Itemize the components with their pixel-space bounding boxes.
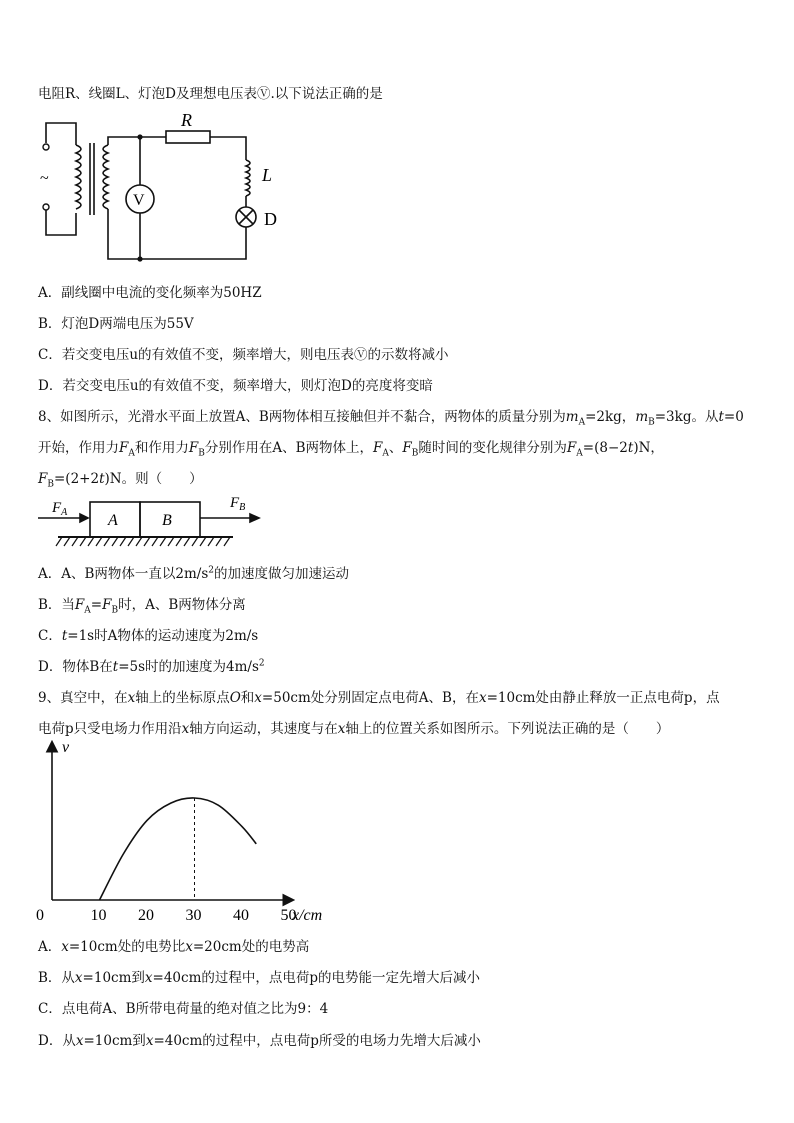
q8-stem-line3: $F_B=(2+2t)N$。则（ ）	[38, 471, 203, 490]
x-tick-label: 50	[280, 907, 297, 924]
x-tick-label: 30	[185, 907, 202, 924]
q9-stem-line2: 电荷p只受电场力作用沿x轴方向运动，其速度与在x轴上的位置关系如图所示。下列说法正确的是（ ）	[38, 721, 670, 737]
q8-option-d: D．物体B在t=5s时的加速度为$4m/s^2$	[38, 658, 265, 675]
resistor-label: R	[181, 110, 192, 130]
q9-velocity-position-chart	[30, 738, 340, 928]
block-b-label: B	[162, 512, 172, 529]
x-tick-label: 20	[138, 907, 154, 924]
q9-stem-line1: 9、真空中，在x轴上的坐标原点O和x=50cm处分别固定点电荷A、B，在x=10cm处由静止释放一正点电荷p，点	[38, 690, 720, 706]
lamp-label: D	[264, 209, 277, 229]
q9-option-b: B．从x=10cm到x=40cm的过程中，点电荷p的电势能一定先增大后减小	[38, 970, 481, 986]
x-tick-label: 40	[233, 907, 249, 924]
origin-label: 0	[36, 907, 44, 924]
q9-option-d: D．从x=10cm到x=40cm的过程中，点电荷p所受的电场力先增大后减小	[38, 1033, 481, 1049]
q7-option-a: A．副线圈中电流的变化频率为50HZ	[38, 285, 262, 301]
velocity-curve	[100, 798, 257, 900]
q8-option-a: A．A、B两物体一直以$2m/s^2$的加速度做匀加速运动	[38, 565, 350, 582]
ac-symbol: ~	[40, 170, 49, 187]
q7-option-b: B．灯泡D两端电压为55V	[38, 316, 194, 332]
x-tick-label: 10	[90, 907, 107, 924]
q8-option-c: C．t=1s时A物体的运动速度为2m/s	[38, 628, 259, 644]
q8-blocks-diagram	[38, 493, 273, 553]
voltmeter-label: V	[133, 192, 145, 209]
q7-option-c: C．若交变电压u的有效值不变，频率增大，则电压表Ⓥ的示数将减小	[38, 347, 449, 363]
q9-option-c: C．点电荷A、B所带电荷量的绝对值之比为9：4	[38, 1001, 329, 1017]
force-a-label: $F_A$	[52, 500, 68, 518]
q7-stem: 电阻R、线圈L、灯泡D及理想电压表Ⓥ.以下说法正确的是	[38, 86, 383, 102]
y-axis-label: v	[62, 739, 70, 756]
block-a-label: A	[108, 512, 118, 529]
inductor-label: L	[262, 165, 273, 185]
q7-option-d: D．若交变电压u的有效值不变，频率增大，则灯泡D的亮度将变暗	[38, 378, 433, 394]
q9-option-a: A．x=10cm处的电势比x=20cm处的电势高	[38, 939, 310, 955]
force-b-label: $F_B$	[230, 495, 246, 513]
q8-stem-line2: 开始，作用力$F_A$和作用力$F_B$分别作用在A、B两物体上，$F_A$、$F_B$随时间的变化规律分别为$F_A=(8-2t)N$，	[38, 440, 664, 459]
q8-option-b: B．当$F_A=F_B$时，A、B两物体分离	[38, 597, 246, 616]
q8-stem-line1: 8、如图所示，光滑水平面上放置A、B两物体相互接触但并不黏合，两物体的质量分别为$m_A=2kg$，$m_B=3kg$。从t=0	[38, 409, 744, 428]
q7-circuit-diagram	[36, 110, 296, 265]
x-axis-label: x/cm	[292, 907, 323, 924]
